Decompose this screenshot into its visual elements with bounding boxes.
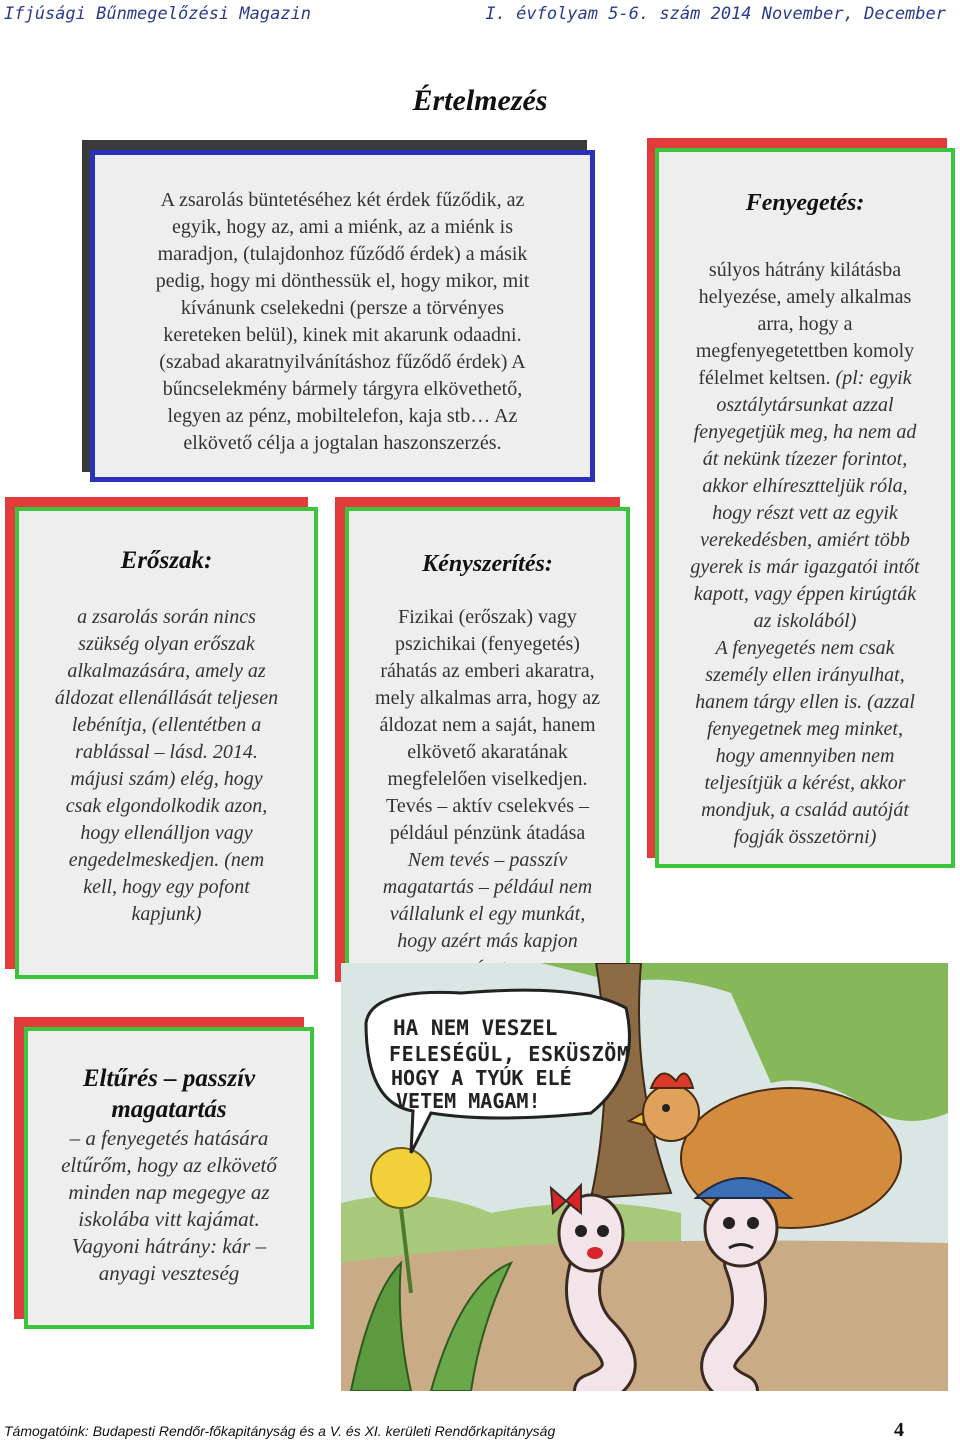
elturés-box [24, 1027, 314, 1329]
fenyegetes-italic-line: hanem tárgy ellen is. (azzal [695, 691, 915, 713]
fenyegetes-line: súlyos hátrány kilátásba [708, 259, 902, 281]
fenyegetes-mixed-line [698, 365, 911, 392]
fenyegetes-mixed-italic: (pl: egyik [835, 367, 912, 389]
kenyszerites-line: megfelelően viselkedjen. [387, 768, 588, 790]
fenyegetes-box [655, 148, 955, 868]
elturés-title-line: Eltűrés – passzív [82, 1065, 256, 1092]
speech-line: FELESÉGÜL, ESKÜSZÖM [389, 1042, 629, 1066]
eroszak-title: Erőszak: [120, 547, 213, 574]
elturés-line: anyagi veszteség [98, 1261, 240, 1285]
kenyszerites-line: például pénzünk átadása [389, 822, 586, 844]
eroszak-line: áldozat ellenállását teljesen [54, 687, 279, 709]
fenyegetes-line: arra, hogy a [757, 313, 853, 335]
fenyegetes-italic-line: akkor elhíresztteljük róla, [702, 475, 908, 497]
page-title: Értelmezés [412, 84, 548, 117]
kenyszerites-italic-line: Nem tevés – passzív [407, 849, 568, 871]
fenyegetes-italic-line: osztálytársunkat azzal [716, 394, 894, 416]
intro-line: egyik, hogy az, ami a miénk, az a miénk is [171, 216, 513, 238]
intro-line: kereteken belül), kinek mit akarunk odaadni. [163, 324, 522, 346]
kenyszerites-line: mely alkalmas arra, hogy az [375, 687, 600, 709]
eroszak-line: a zsarolás során nincs [77, 606, 256, 628]
cartoon-dandelion [371, 1148, 431, 1208]
cartoon-worm-lips [587, 1247, 603, 1259]
eroszak-line: engedelmeskedjen. (nem [68, 849, 265, 871]
cartoon-hen-eye [662, 1104, 670, 1112]
kenyszerites-line: Fizikai (erőszak) vagy [398, 606, 577, 628]
cartoon-worm-boy-head [705, 1190, 777, 1266]
kenyszerites-line: elkövető akaratának [407, 741, 568, 763]
cartoon-illustration [341, 963, 948, 1391]
fenyegetes-italic-line: mondjuk, a család autóját [701, 799, 909, 821]
eroszak-line: kapjunk) [131, 903, 202, 925]
intro-line: elkövető célja a jogtalan haszonszerzés. [183, 432, 502, 454]
elturés-line: minden nap megegye az [68, 1180, 270, 1204]
kenyszerites-line: áldozat nem a saját, hanem [379, 714, 596, 736]
kenyszerites-line: Tevés – aktív cselekvés – [386, 795, 589, 817]
intro-line: maradjon, (tulajdonhoz fűződő érdek) a másik [157, 243, 528, 265]
eroszak-line: májusi szám) elég, hogy [70, 768, 263, 790]
cartoon-ground [341, 1241, 948, 1392]
kenyszerites-italic-line: magatartás – például nem [382, 876, 593, 898]
fenyegetes-italic-line: hogy amennyiben nem [715, 745, 895, 767]
eroszak-line: kell, hogy egy pofont [83, 876, 250, 898]
intro-line: bűncselekmény bármely tárgyra elkövethető, [162, 378, 523, 400]
intro-line: legyen az pénz, mobiltelefon, kaja stb… Az [167, 405, 518, 427]
cartoon-worm-eye [747, 1217, 759, 1229]
speech-line: HOGY A TYÚK ELÉ [391, 1066, 572, 1090]
fenyegetes-line: megfenyegetettben komoly [695, 340, 915, 362]
eroszak-line: hogy ellenálljon vagy [80, 822, 253, 844]
elturés-line: Vagyoni hátrány: kár – [71, 1234, 267, 1258]
magazine-name: Ifjúsági Bűnmegelőzési Magazin [4, 4, 312, 24]
eroszak-box [15, 507, 318, 979]
cartoon-worm-eye [575, 1225, 587, 1237]
intro-line: pedig, hogy mi dönthessük el, hogy mikor, mit [155, 270, 530, 292]
intro-line: A zsarolás büntetéséhez két érdek fűződik, az [160, 189, 525, 211]
kenyszerites-box [345, 507, 630, 992]
eroszak-line: csak elgondolkodik azon, [65, 795, 268, 817]
fenyegetes-italic-line: fenyegetnek meg minket, [706, 718, 903, 740]
fenyegetes-italic-line: fenyegetjük meg, ha nem ad [693, 421, 917, 443]
page-number: 4 [894, 1419, 904, 1441]
eroszak-line: lebénítja, (ellentétben a [71, 714, 262, 736]
kenyszerites-line: ráhatás az emberi akaratra, [380, 660, 595, 682]
elturés-line: – a fenyegetés hatására [69, 1126, 269, 1150]
cartoon-worm-girl-head [559, 1195, 623, 1271]
fenyegetes-line: helyezése, amely alkalmas [698, 286, 912, 308]
eroszak-line: rablással – lásd. 2014. [75, 741, 258, 763]
elturés-line: eltűrőm, hogy az elkövető [61, 1153, 277, 1177]
elturés-line: iskolába vitt kajámat. [78, 1207, 260, 1231]
intro-line: (szabad akaratnyilvánításhoz fűződő érdek) A [159, 351, 526, 373]
kenyszerites-title: Kényszerítés: [422, 551, 553, 577]
fenyegetes-italic-line: kapott, vagy éppen kirúgták [693, 583, 917, 605]
fenyegetes-italic-line: hogy részt vett az egyik [712, 502, 898, 524]
intro-box [90, 150, 595, 482]
speech-line: HA NEM VESZEL [393, 1016, 558, 1040]
cartoon-worm-eye [723, 1217, 735, 1229]
kenyszerites-line: pszichikai (fenyegetés) [395, 633, 580, 655]
fenyegetes-italic-line: verekedésben, amiért több [700, 529, 910, 551]
fenyegetes-mixed-normal: félelmet keltsen. [698, 367, 836, 389]
eroszak-line: alkalmazására, amely az [67, 660, 266, 682]
cartoon-hen-head [643, 1085, 699, 1141]
kenyszerites-italic-line: hogy azért más kapjon [397, 930, 578, 952]
footer-sponsors: Támogatóink: Budapesti Rendőr-főkapitányság és a V. és XI. kerületi Rendőrkapitányság [4, 1423, 556, 1439]
fenyegetes-italic-line: az iskolából) [753, 610, 857, 632]
cartoon-hen-comb [651, 1073, 693, 1088]
fenyegetes-italic-line: fogják összetörni) [733, 826, 877, 848]
issue-info: I. évfolyam 5-6. szám 2014 November, December [485, 4, 946, 24]
fenyegetes-italic-line: teljesítjük a kérést, akkor [704, 772, 906, 794]
cartoon-worm-eye [597, 1225, 609, 1237]
intro-line: kívánunk cselekedni (persze a törvényes [180, 297, 505, 319]
eroszak-line: szükség olyan erőszak [78, 633, 255, 655]
speech-line: VETEM MAGAM! [396, 1089, 541, 1113]
fenyegetes-italic-line: személy ellen irányulhat, [705, 664, 905, 686]
fenyegetes-italic-line: át nekünk tízezer forintot, [702, 448, 908, 470]
kenyszerites-italic-line: vállalunk el egy munkát, [389, 903, 586, 925]
fenyegetes-title: Fenyegetés: [745, 190, 865, 216]
fenyegetes-italic-line: A fenyegetés nem csak [715, 637, 895, 659]
elturés-title-line: magatartás [111, 1096, 227, 1123]
fenyegetes-italic-line: gyerek is már igazgatói intőt [690, 556, 920, 578]
